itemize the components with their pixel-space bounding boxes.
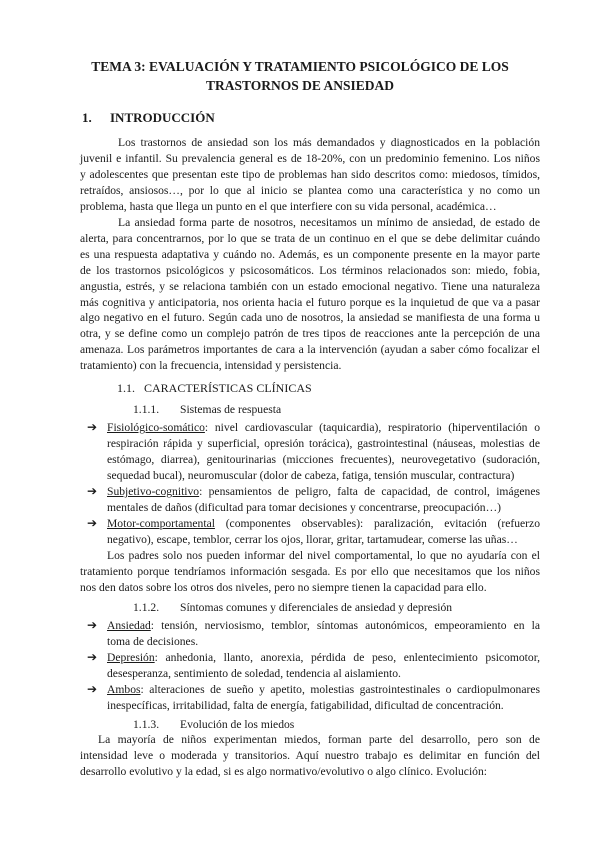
bullet-fisiologico	[87, 420, 540, 484]
arrow-bullet-icon: ➔	[87, 484, 98, 498]
bullet-text: : pensamientos de peligro, falta de capacidad, de control, imágenes	[199, 485, 540, 498]
text-line: problema, hasta que llega un punto en el que interfiere con su vida personal, académica…	[80, 199, 497, 213]
bullet-label: Motor-comportamental	[107, 517, 215, 530]
bullet-depresion	[87, 650, 540, 682]
text-line: tratamiento porque tendríamos información sesgada. Es por ello que necesitamos que los niños	[80, 564, 540, 578]
document-title	[60, 57, 540, 95]
arrow-bullet-icon: ➔	[87, 618, 98, 632]
title-line-2: TRASTORNOS DE ANSIEDAD	[205, 78, 395, 93]
bullet-text: : alteraciones de sueño y apetito, molestias gastrointestinales o cardiopulmonares	[140, 683, 540, 696]
text-line: La mayoría de niños experimentan miedos, forman parte del desarrollo, pero son de	[98, 733, 540, 746]
section-heading-introduccion	[82, 110, 215, 126]
bullet-motor	[87, 516, 540, 548]
paragraph-miedos	[80, 732, 540, 780]
paragraph-padres	[80, 548, 540, 596]
bullet-text: : anhedonia, llanto, anorexia, pérdida de peso, enlentecimiento psicomotor,	[154, 651, 540, 664]
text-line: amenaza. Los parámetros importantes de cara a la intervención (ayudan a saber cómo focalizar el	[80, 343, 540, 357]
section-title: INTRODUCCIÓN	[110, 110, 215, 125]
subsubsection-number: 1.1.2.	[133, 601, 160, 614]
subsection-number: 1.1.	[117, 381, 135, 395]
paragraph-intro-2	[80, 215, 540, 374]
bullet-label: Subjetivo-cognitivo	[107, 485, 200, 498]
bullet-text: negativo), escape, temblor, cerrar los ojos, llorar, gritar, tartamudear, comerse las uñas…	[107, 532, 518, 546]
subsubsection-heading-evolucion	[133, 718, 294, 731]
subsubsection-title: Evolución de los miedos	[180, 718, 295, 731]
text-line: desarrollo evolutivo y la edad, si es algo normativo/evolutivo o algo clínico. Evolución:	[80, 764, 487, 778]
title-line-1: TEMA 3: EVALUACIÓN Y TRATAMIENTO PSICOLÓGICO DE LOS	[91, 59, 509, 74]
bullet-label: Fisiológico-somático	[107, 421, 205, 434]
bullet-ambos	[87, 682, 540, 714]
text-line: alerta, para concentrarnos, por lo que se trata de un continuo en el que se debe delimitar cuándo	[80, 231, 540, 245]
text-line: otra, y se define como un complejo patrón de tres tipos de reacciones ante la percepción de una	[80, 327, 540, 341]
text-line: y adolescentes que presentan este tipo de problemas han sido descritos como: miedosos, tímidos,	[80, 167, 540, 181]
text-line: tratamiento) con la frecuencia, intensidad y persistencia.	[80, 359, 342, 373]
bullet-ansiedad	[87, 618, 540, 650]
bullet-text: : tensión, nerviosismo, temblor, síntomas autonómicos, empeoramiento en la	[150, 619, 540, 632]
subsubsection-title: Síntomas comunes y diferenciales de ansiedad y depresión	[180, 601, 453, 614]
text-line: angustia, estrés, y se relaciona también con un estado emocional negativo. Tiene una naturaleza	[80, 279, 540, 293]
paragraph-intro-1	[80, 135, 540, 215]
subsection-title: CARACTERÍSTICAS CLÍNICAS	[144, 381, 312, 395]
text-line: Los padres solo nos pueden informar del nivel comportamental, lo que no ayudaría con el	[107, 549, 540, 562]
bullet-text: inespecíficas, irritabilidad, falta de energía, fatigabilidad, dificultad de concentración.	[107, 698, 504, 712]
text-line: intensidad leve o moderada y transitorios. Aquí nuestro trabajo es delimitar en función del	[80, 748, 540, 762]
text-line: de los trastornos psicológicos y psicosomáticos. Los términos relacionados son: miedo, fobia,	[80, 263, 540, 277]
subsubsection-number: 1.1.1.	[133, 403, 160, 416]
bullet-text: mentales de daños (dificultad para tomar decisiones y concentrarse, preocupación…)	[107, 500, 502, 514]
bullet-text: desesperanza, sentimiento de soledad, tendencia al aislamiento.	[107, 666, 401, 680]
bullet-label: Depresión	[107, 651, 155, 664]
text-line: nos den datos sobre los otros dos niveles, pero no siempre tienen la capacidad para ello.	[80, 580, 487, 594]
text-line: La ansiedad forma parte de nosotros, necesitamos un mínimo de ansiedad, de estado de	[118, 216, 540, 229]
subsubsection-title: Sistemas de respuesta	[180, 403, 282, 416]
text-line: retraídos, ansiosos…, por lo que al inicio se plantea como una característica y no como un	[80, 183, 540, 197]
subsubsection-heading-sistemas	[133, 403, 281, 416]
arrow-bullet-icon: ➔	[87, 516, 98, 530]
bullet-text: toma de decisiones.	[107, 634, 199, 648]
bullet-label: Ambos	[107, 683, 141, 696]
text-line: algo negativo en el futuro. Según cada uno de nosotros, la ansiedad se manifiesta de una forma u	[80, 311, 540, 325]
bullet-text: (componentes observables): paralización, evitación (refuerzo	[214, 517, 540, 530]
text-line: es una respuesta adaptativa y cuándo no. Además, es un componente presente en la mayor parte	[80, 247, 540, 261]
arrow-bullet-icon: ➔	[87, 650, 98, 664]
arrow-bullet-icon: ➔	[87, 682, 98, 696]
bullet-text: estómago, diarrea), genitourinarias (micciones frecuentes), neurovegetativo (sudoración,	[107, 452, 540, 466]
subsubsection-number: 1.1.3.	[133, 718, 160, 731]
arrow-bullet-icon: ➔	[87, 420, 98, 434]
bullet-label: Ansiedad	[107, 619, 151, 632]
text-line: más cognitiva y anticipatoria, nos orienta hacia el futuro porque es la inquietud de que va a pasar	[80, 295, 540, 309]
bullet-subjetivo	[87, 484, 540, 516]
bullet-text: respiración rápida y superficial, opresión torácica), gastrointestinal (náuseas, molestias de	[107, 436, 540, 450]
bullet-text: sequedad bucal), neuromuscular (dolor de cabeza, fatiga, tensión muscular, contractura)	[107, 468, 515, 482]
text-line: Los trastornos de ansiedad son los más demandados y diagnosticados en la población	[118, 136, 540, 149]
subsection-heading-caracteristicas	[117, 381, 312, 396]
bullet-text: : nivel cardiovascular (taquicardia), respiratorio (hiperventilación o	[204, 421, 540, 434]
subsubsection-heading-sintomas	[133, 601, 452, 614]
section-number: 1.	[82, 110, 92, 125]
text-line: juvenil e infantil. Su prevalencia general es de 18-20%, con un predominio femenino. Los niños	[80, 151, 540, 165]
